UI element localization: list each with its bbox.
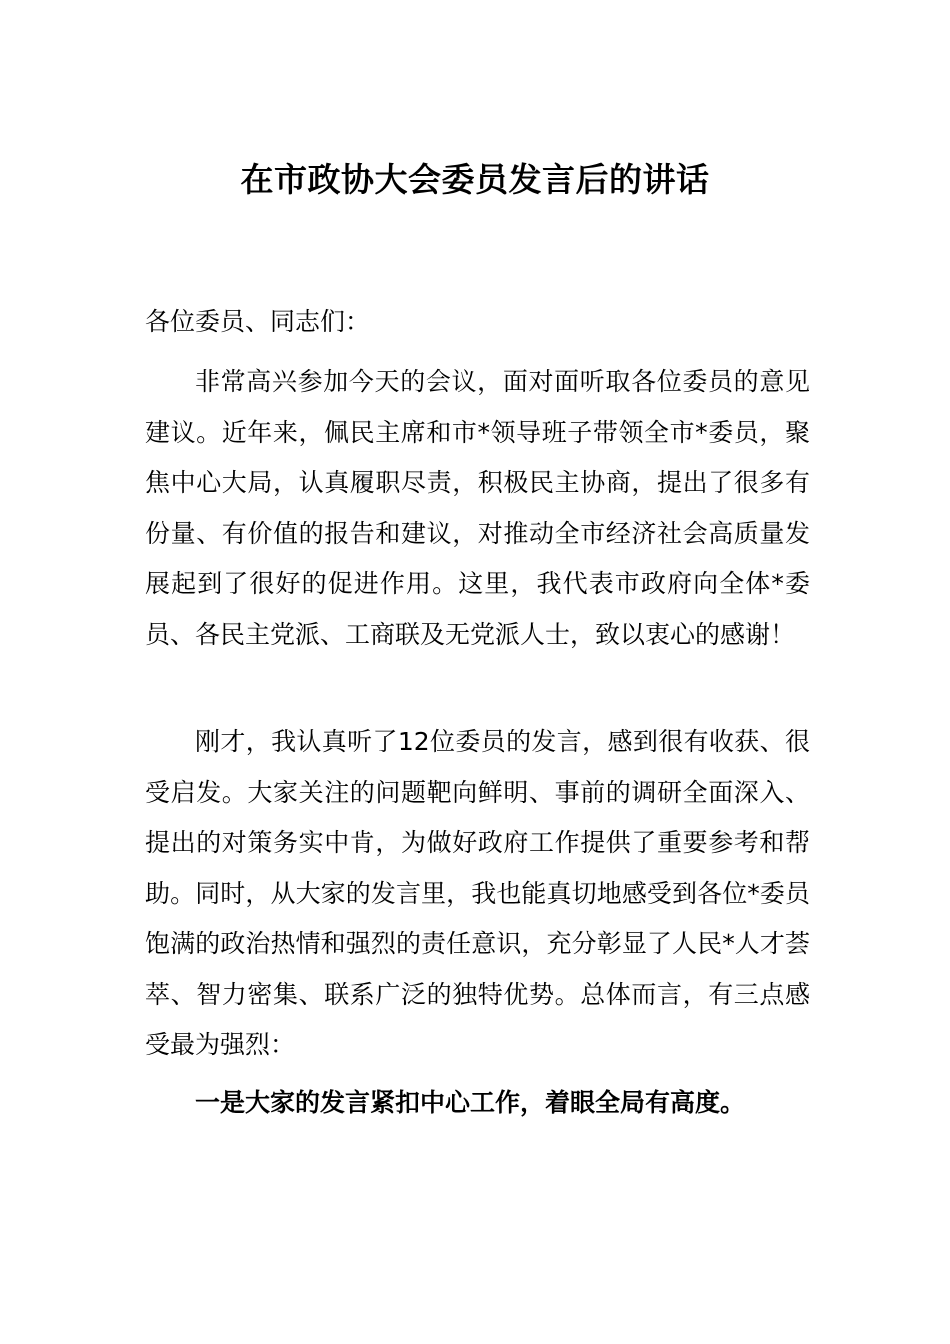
- document-title: 在市政协大会委员发言后的讲话: [240, 160, 710, 199]
- paragraph-feedback: 刚才，我认真听了12位委员的发言，感到很有收获、很受启发。大家关注的问题靶向鲜明、事前的调研全面深入、提出的对策务实中肯，为做好政府工作提供了重要参考和帮助。同时，从大家的发言里，我也能真切地感受到各位*委员饱满的政治热情和强烈的责任意识，充分彰显了人民*人才荟萃、智力密集、联系广泛的独特优势。总体而言，有三点感受最为强烈：: [145, 727, 810, 1059]
- paragraph-point-one-heading: 一是大家的发言紧扣中心工作，着眼全局有高度。: [195, 1088, 746, 1117]
- salutation: 各位委员、同志们：: [145, 307, 371, 336]
- paragraph-thanks: 非常高兴参加今天的会议，面对面听取各位委员的意见建议。近年来，佩民主席和市*领导班子带领全市*委员，聚焦中心大局，认真履职尽责，积极民主协商，提出了很多有份量、有价值的报告和建议，对推动全市经济社会高质量发展起到了很好的促进作用。这里，我代表市政府向全体*委员、各民主党派、工商联及无党派人士，致以衷心的感谢！: [145, 367, 810, 649]
